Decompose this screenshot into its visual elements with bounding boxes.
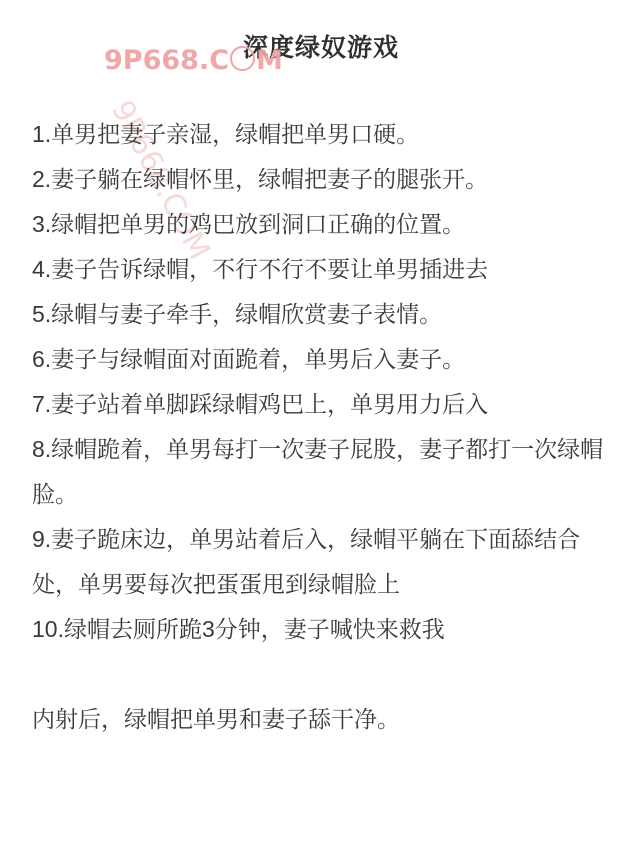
list-item: 6.妻子与绿帽面对面跪着，单男后入妻子。 [32,346,466,372]
list-item: 2.妻子躺在绿帽怀里，绿帽把妻子的腿张开。 [32,166,489,192]
list-item: 10.绿帽去厕所跪3分钟，妻子喊快来救我 [32,616,445,642]
list-item: 9.妻子跪床边，单男站着后入，绿帽平躺在下面舔结合处，单男要每次把蛋蛋甩到绿帽脸上 [32,526,581,597]
list-item: 3.绿帽把单男的鸡巴放到洞口正确的位置。 [32,211,466,237]
page-title: 深度绿奴游戏 [242,34,399,62]
list-item: 7.妻子站着单脚踩绿帽鸡巴上，单男用力后入 [32,391,489,417]
paragraph-spacer [32,652,610,697]
watermark-diagonal: 9P668.COM [104,95,217,266]
watermark-site-logo: 9P668.C〇M [104,45,283,76]
list-item: 8.绿帽跪着，单男每打一次妻子屁股，妻子都打一次绿帽脸。 [32,436,604,507]
list-item: 4.妻子告诉绿帽，不行不行不要让单男插进去 [32,256,489,282]
list-item: 5.绿帽与妻子牵手，绿帽欣赏妻子表情。 [32,301,443,327]
list-item: 1.单男把妻子亲湿，绿帽把单男口硬。 [32,121,420,147]
instruction-list [32,112,610,697]
closing-paragraph: 内射后，绿帽把单男和妻子舔干净。 [32,706,400,732]
